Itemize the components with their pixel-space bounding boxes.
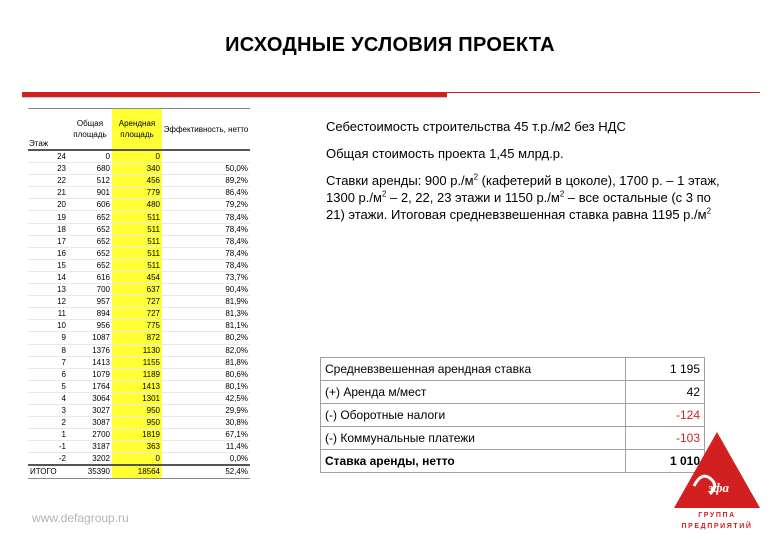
rent-area-cell: 454 xyxy=(112,271,162,283)
efficiency-cell: 52,4% xyxy=(162,465,250,478)
total-area-cell: 957 xyxy=(68,296,112,308)
rent-area-cell: 872 xyxy=(112,332,162,344)
rent-area-cell: 1301 xyxy=(112,392,162,404)
floor-row xyxy=(28,150,250,163)
floor-number-cell: -1 xyxy=(28,441,68,453)
total-area-cell: 652 xyxy=(68,259,112,271)
total-area-cell: 901 xyxy=(68,187,112,199)
floor-number-cell: 9 xyxy=(28,332,68,344)
superscript: 2 xyxy=(381,189,387,199)
efficiency-cell: 73,7% xyxy=(162,271,250,283)
efficiency-cell: 29,9% xyxy=(162,404,250,416)
floor-number-cell: 7 xyxy=(28,356,68,368)
total-area-cell: 652 xyxy=(68,235,112,247)
rent-rates-part: – 2, 22, 23 этажи и 1150 р./м xyxy=(386,190,560,205)
floor-number-cell: 1 xyxy=(28,429,68,441)
rent-area-cell: 511 xyxy=(112,223,162,235)
rent-calculation-table xyxy=(320,357,705,473)
floor-number-cell: 14 xyxy=(28,271,68,283)
header-efficiency: Эффективность, нетто xyxy=(163,124,249,134)
rent-rates-part: (кафетерий в цоколе), 1700 р. – 1 этаж, 1300 р./м xyxy=(326,173,720,205)
total-area-cell: 3087 xyxy=(68,417,112,429)
floor-number-cell: 15 xyxy=(28,259,68,271)
gray-divider xyxy=(22,97,447,98)
floor-number-cell: 20 xyxy=(28,199,68,211)
header-total-area: Общая площадь xyxy=(73,119,107,139)
logo-line-1: ГРУППА xyxy=(698,512,736,519)
floor-number-cell: 18 xyxy=(28,223,68,235)
rent-value: 1 195 xyxy=(626,358,705,381)
rent-value: 1 010 xyxy=(626,450,705,473)
rent-rates-part: Ставки аренды: 900 р./м xyxy=(326,173,474,188)
efficiency-cell: 78,4% xyxy=(162,223,250,235)
efficiency-cell: 81,9% xyxy=(162,296,250,308)
rent-area-cell: 511 xyxy=(112,211,162,223)
company-logo xyxy=(672,430,762,535)
rent-row-weighted xyxy=(321,358,705,381)
rent-rates-text xyxy=(326,172,726,223)
rent-value: -124 xyxy=(626,404,705,427)
floor-row xyxy=(28,441,250,453)
efficiency-cell: 67,1% xyxy=(162,429,250,441)
logo-triangle-icon xyxy=(672,430,762,510)
floor-row xyxy=(28,320,250,332)
floor-number-cell: -2 xyxy=(28,453,68,466)
rent-value: -103 xyxy=(626,427,705,450)
efficiency-cell: 78,4% xyxy=(162,211,250,223)
floor-number-cell: ИТОГО xyxy=(28,465,68,478)
floor-row xyxy=(28,259,250,271)
efficiency-cell: 80,2% xyxy=(162,332,250,344)
rent-area-cell: 18564 xyxy=(112,465,162,478)
efficiency-cell: 82,0% xyxy=(162,344,250,356)
total-area-cell: 1376 xyxy=(68,344,112,356)
floor-row xyxy=(28,380,250,392)
rent-area-cell: 456 xyxy=(112,175,162,187)
rent-value: 42 xyxy=(626,381,705,404)
rent-row-parking xyxy=(321,381,705,404)
efficiency-cell: 80,6% xyxy=(162,368,250,380)
rent-area-cell: 511 xyxy=(112,235,162,247)
rent-area-cell: 0 xyxy=(112,150,162,163)
total-area-cell: 1413 xyxy=(68,356,112,368)
floor-row xyxy=(28,344,250,356)
total-area-cell: 1087 xyxy=(68,332,112,344)
total-area-cell: 652 xyxy=(68,247,112,259)
floor-number-cell: 11 xyxy=(28,308,68,320)
floor-row xyxy=(28,392,250,404)
rent-area-cell: 727 xyxy=(112,296,162,308)
efficiency-cell: 0,0% xyxy=(162,453,250,466)
total-area-cell: 1079 xyxy=(68,368,112,380)
floor-row xyxy=(28,332,250,344)
rent-area-cell: 363 xyxy=(112,441,162,453)
floor-row xyxy=(28,199,250,211)
efficiency-cell xyxy=(162,150,250,163)
total-area-cell: 606 xyxy=(68,199,112,211)
total-area-cell: 700 xyxy=(68,284,112,296)
efficiency-cell: 79,2% xyxy=(162,199,250,211)
floor-row xyxy=(28,187,250,199)
logo-word: эфа xyxy=(708,480,730,495)
total-area-cell: 652 xyxy=(68,223,112,235)
total-area-cell: 1764 xyxy=(68,380,112,392)
rent-row-net xyxy=(321,450,705,473)
rent-label: Ставка аренды, нетто xyxy=(321,450,626,473)
efficiency-cell: 11,4% xyxy=(162,441,250,453)
rent-area-cell: 1413 xyxy=(112,380,162,392)
total-area-cell: 2700 xyxy=(68,429,112,441)
total-area-cell: 35390 xyxy=(68,465,112,478)
footer-website-link[interactable]: www.defagroup.ru xyxy=(32,511,129,525)
rent-label: Средневзвешенная арендная ставка xyxy=(321,358,626,381)
rent-area-cell: 511 xyxy=(112,247,162,259)
floor-number-cell: 19 xyxy=(28,211,68,223)
total-area-cell: 680 xyxy=(68,163,112,175)
rent-area-cell: 727 xyxy=(112,308,162,320)
total-area-cell: 3187 xyxy=(68,441,112,453)
floor-number-cell: 2 xyxy=(28,417,68,429)
total-area-cell: 512 xyxy=(68,175,112,187)
floor-row xyxy=(28,247,250,259)
floor-number-cell: 8 xyxy=(28,344,68,356)
header-floor: Этаж xyxy=(29,139,49,148)
rent-label: (+) Аренда м/мест xyxy=(321,381,626,404)
floor-number-cell: 17 xyxy=(28,235,68,247)
rent-area-cell: 779 xyxy=(112,187,162,199)
floor-number-cell: 10 xyxy=(28,320,68,332)
construction-cost-text: Себестоимость строительства 45 т.р./м2 без НДС xyxy=(326,119,626,134)
total-area-cell: 616 xyxy=(68,271,112,283)
rent-area-cell: 1189 xyxy=(112,368,162,380)
efficiency-cell: 81,1% xyxy=(162,320,250,332)
floor-row xyxy=(28,308,250,320)
floor-row xyxy=(28,235,250,247)
rent-area-cell: 480 xyxy=(112,199,162,211)
total-area-cell: 3064 xyxy=(68,392,112,404)
project-description xyxy=(326,118,726,233)
rent-area-cell: 1819 xyxy=(112,429,162,441)
total-area-cell: 894 xyxy=(68,308,112,320)
rent-row-taxes xyxy=(321,404,705,427)
efficiency-cell: 80,1% xyxy=(162,380,250,392)
page-title: ИСХОДНЫЕ УСЛОВИЯ ПРОЕКТА xyxy=(225,34,555,56)
superscript: 2 xyxy=(559,189,565,199)
efficiency-cell: 30,8% xyxy=(162,417,250,429)
floor-row xyxy=(28,175,250,187)
efficiency-cell: 89,2% xyxy=(162,175,250,187)
floor-number-cell: 12 xyxy=(28,296,68,308)
logo-line-2: ПРЕДПРИЯТИЙ xyxy=(681,523,753,530)
floor-row xyxy=(28,368,250,380)
floor-total-row xyxy=(28,465,250,478)
floor-area-table xyxy=(28,108,250,479)
rent-area-cell: 0 xyxy=(112,453,162,466)
total-area-cell: 0 xyxy=(68,150,112,163)
efficiency-cell: 81,3% xyxy=(162,308,250,320)
floor-table-header xyxy=(28,109,250,151)
rent-area-cell: 950 xyxy=(112,417,162,429)
rent-rates-part: – все остальные (с 3 по 21) этажи. Итоговая средневзвешенная ставка равна 1195 р./м xyxy=(326,190,711,222)
header-rent-area: Арендная площадь xyxy=(112,109,162,151)
floor-number-cell: 23 xyxy=(28,163,68,175)
total-area-cell: 3202 xyxy=(68,453,112,466)
project-cost-text: Общая стоимость проекта 1,45 млрд.р. xyxy=(326,146,564,161)
thin-red-divider xyxy=(447,92,760,93)
rent-area-cell: 775 xyxy=(112,320,162,332)
floor-row xyxy=(28,453,250,466)
rent-area-cell: 1155 xyxy=(112,356,162,368)
efficiency-cell: 78,4% xyxy=(162,247,250,259)
floor-row xyxy=(28,284,250,296)
rent-area-cell: 340 xyxy=(112,163,162,175)
efficiency-cell: 42,5% xyxy=(162,392,250,404)
floor-number-cell: 6 xyxy=(28,368,68,380)
floor-row xyxy=(28,404,250,416)
floor-row xyxy=(28,296,250,308)
floor-row xyxy=(28,223,250,235)
floor-number-cell: 13 xyxy=(28,284,68,296)
floor-number-cell: 5 xyxy=(28,380,68,392)
rent-label: (-) Коммунальные платежи xyxy=(321,427,626,450)
total-area-cell: 956 xyxy=(68,320,112,332)
floor-number-cell: 21 xyxy=(28,187,68,199)
floor-row xyxy=(28,271,250,283)
rent-area-cell: 637 xyxy=(112,284,162,296)
floor-number-cell: 3 xyxy=(28,404,68,416)
floor-number-cell: 4 xyxy=(28,392,68,404)
rent-area-cell: 511 xyxy=(112,259,162,271)
superscript: 2 xyxy=(706,206,712,216)
efficiency-cell: 78,4% xyxy=(162,235,250,247)
floor-number-cell: 16 xyxy=(28,247,68,259)
floor-number-cell: 22 xyxy=(28,175,68,187)
efficiency-cell: 78,4% xyxy=(162,259,250,271)
efficiency-cell: 90,4% xyxy=(162,284,250,296)
superscript: 2 xyxy=(473,172,479,182)
rent-area-cell: 950 xyxy=(112,404,162,416)
efficiency-cell: 86,4% xyxy=(162,187,250,199)
floor-row xyxy=(28,417,250,429)
total-area-cell: 652 xyxy=(68,211,112,223)
rent-area-cell: 1130 xyxy=(112,344,162,356)
floor-number-cell: 24 xyxy=(28,150,68,163)
floor-row xyxy=(28,211,250,223)
rent-label: (-) Оборотные налоги xyxy=(321,404,626,427)
floor-row xyxy=(28,356,250,368)
floor-row xyxy=(28,429,250,441)
efficiency-cell: 50,0% xyxy=(162,163,250,175)
rent-row-utilities xyxy=(321,427,705,450)
total-area-cell: 3027 xyxy=(68,404,112,416)
floor-row xyxy=(28,163,250,175)
efficiency-cell: 81,8% xyxy=(162,356,250,368)
